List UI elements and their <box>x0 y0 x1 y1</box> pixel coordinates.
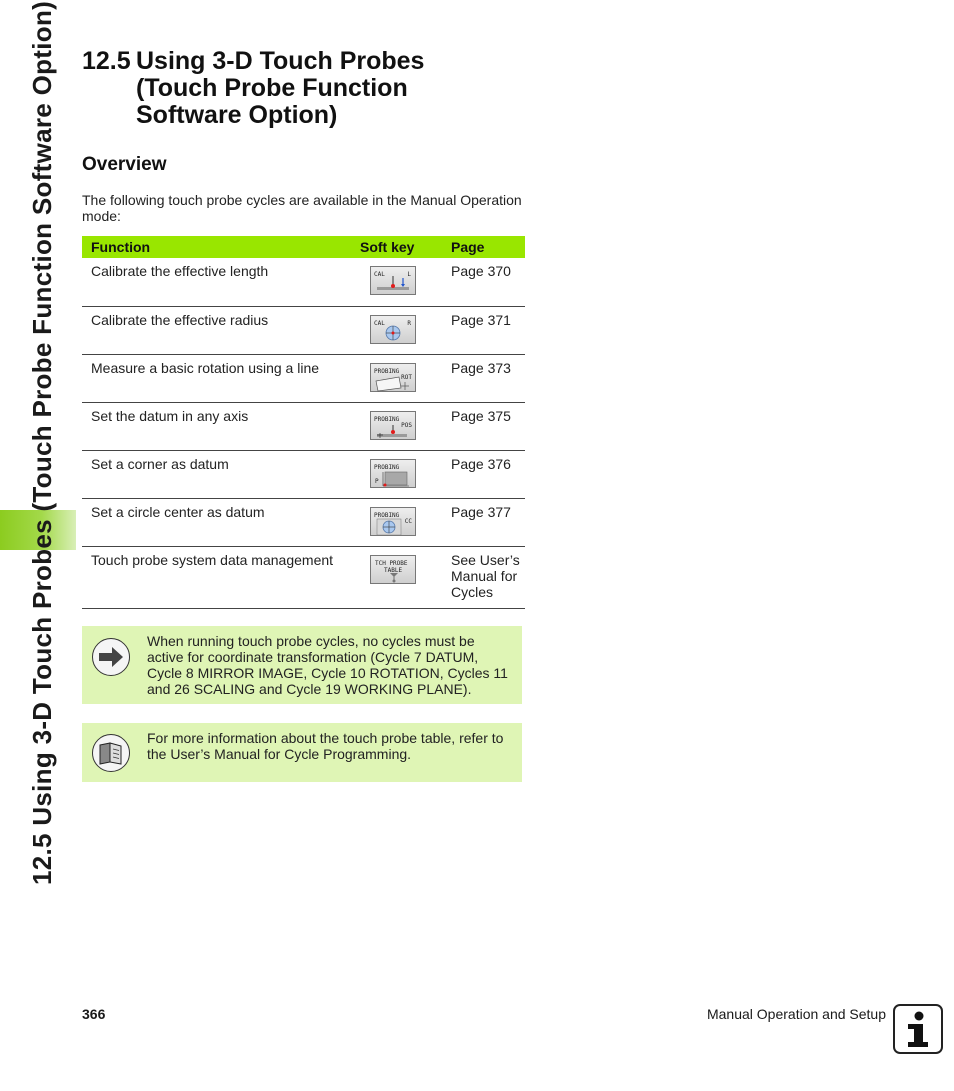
manual-book-icon <box>92 734 130 772</box>
softkey-label-1: PROBING <box>374 511 400 519</box>
intro-paragraph: The following touch probe cycles are available in the Manual Operation mode: <box>82 192 522 224</box>
function-cell: Calibrate the effective length <box>82 258 360 306</box>
softkey-label-1: PROBING <box>374 415 400 423</box>
page-cell: See User’s Manual for Cycles <box>442 546 525 608</box>
softkey-label-2: ROT <box>401 373 412 381</box>
softkey-label-2: P <box>375 477 379 485</box>
probing-cc-softkey-icon <box>370 507 416 536</box>
page-cell: Page 373 <box>442 354 525 402</box>
cal-l-softkey-icon <box>370 266 416 295</box>
function-cell: Set the datum in any axis <box>82 402 360 450</box>
softkey-label-1: CAL <box>374 319 385 327</box>
chapter-title <box>82 48 424 129</box>
softkey-label-1: TCH PROBE <box>375 559 408 567</box>
chapter-title-line-2: (Touch Probe Function <box>136 74 408 102</box>
probing-pos-softkey-icon <box>370 411 416 440</box>
page-cell: Page 377 <box>442 498 525 546</box>
softkey-label-1: PROBING <box>374 367 400 375</box>
table-row <box>82 546 525 608</box>
function-cell: Calibrate the effective radius <box>82 306 360 354</box>
table-row <box>82 306 525 354</box>
function-cell: Measure a basic rotation using a line <box>82 354 360 402</box>
tch-probe-table-softkey-icon <box>370 555 416 584</box>
note-text: When running touch probe cycles, no cycles must be active for coordinate transformation (Cycle 7 DATUM, Cycle 8 MIRROR IMAGE, Cycle 10 ROTATION, Cycles 11 and 26 SCALING and Cycle 19 WORKING PLANE). <box>147 633 508 697</box>
touch-probe-cycles-table <box>82 236 525 609</box>
table-row <box>82 402 525 450</box>
note-text: For more information about the touch probe table, refer to the User’s Manual for Cycle Programming. <box>147 730 504 762</box>
softkey-label-2: TABLE <box>384 566 403 574</box>
page-cell: Page 371 <box>442 306 525 354</box>
note-no-transformation <box>82 626 522 704</box>
softkey-label-2: CC <box>404 517 412 525</box>
probing-rot-softkey-icon <box>370 363 416 392</box>
probing-p-softkey-icon <box>370 459 416 488</box>
softkey-label-1: CAL <box>374 271 385 278</box>
chapter-number: 12.5 <box>82 47 131 75</box>
running-title: 12.5 Using 3-D Touch Probes (Touch Probe Function Software Option) <box>27 0 57 885</box>
table-row <box>82 498 525 546</box>
cal-r-softkey-icon <box>370 315 416 344</box>
arrow-right-icon <box>92 638 130 676</box>
table-row <box>82 450 525 498</box>
softkey-label-2: L <box>407 271 411 278</box>
section-title: Overview <box>82 154 167 175</box>
table-header-row <box>82 236 525 258</box>
softkey-label-2: R <box>407 319 411 327</box>
note-manual-reference <box>82 723 522 782</box>
function-cell: Touch probe system data management <box>82 546 360 608</box>
softkey-label-1: PROBING <box>374 463 400 471</box>
page-cell: Page 370 <box>442 258 525 306</box>
function-cell: Set a corner as datum <box>82 450 360 498</box>
table-row <box>82 258 525 306</box>
softkey-label-2: POS <box>401 421 412 429</box>
page-cell: Page 375 <box>442 402 525 450</box>
header-page: Page <box>442 236 525 258</box>
page-number: 366 <box>82 1006 106 1022</box>
chapter-title-line-1: Using 3-D Touch Probes <box>136 47 425 75</box>
chapter-title-line-3: Software Option) <box>136 101 338 129</box>
footer-chapter-name: Manual Operation and Setup <box>706 1006 886 1022</box>
header-function: Function <box>82 236 360 258</box>
table-row <box>82 354 525 402</box>
page-cell: Page 376 <box>442 450 525 498</box>
info-icon <box>893 1004 943 1054</box>
function-cell: Set a circle center as datum <box>82 498 360 546</box>
header-softkey: Soft key <box>360 236 442 258</box>
